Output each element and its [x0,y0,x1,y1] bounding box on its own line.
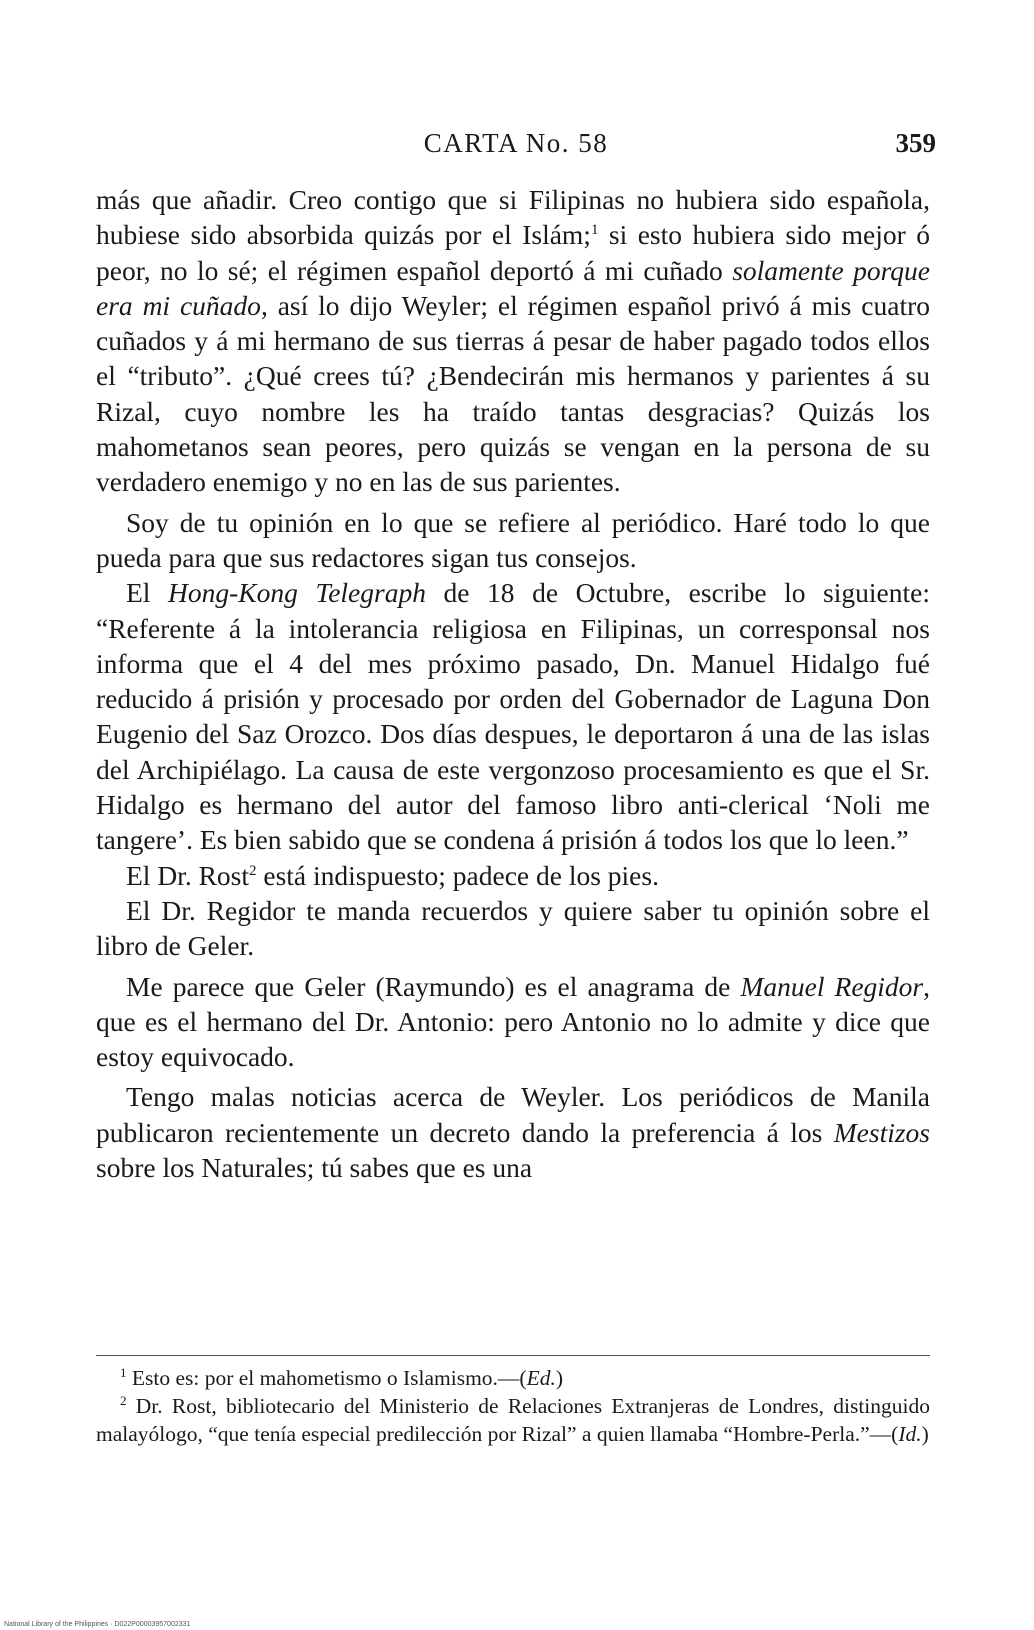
page-number: 359 [895,128,936,158]
paragraph-2: Soy de tu opinión en lo que se refiere al periódico. Haré todo lo que pueda para que sus redactores sigan tus consejos. [96,506,930,573]
paragraph-3: El Hong-Kong Telegraph de 18 de Octubre, escribe lo siguiente: “Referente á la intolerancia religiosa en Filipinas, un corresponsal nos informa que el 4 del mes próximo pasado, Dn. Manuel Hidalgo fué reducido á prisión y procesado por orden del Gobernador de Laguna Don Eugenio del Saz Orozco. Dos días despues, le deportaron á una de las islas del Archipiélago. La causa de este vergonzoso procesamiento es que el Sr. Hidalgo es hermano del autor del famoso libro anti-clerical ‘Noli me tangere’. Es bien sabido que se condena á prisión á todos los que lo leen.” [96,577,930,856]
footnotes [96,1364,930,1448]
paragraph-5: El Dr. Regidor te manda recuerdos y quiere saber tu opinión sobre el libro de Geler. [96,894,930,962]
paragraph-7: Tengo malas noticias acerca de Weyler. Los periódicos de Manila publicaron recientemente un decreto dando la preferencia á los Mestizos sobre los Naturales; tú sabes que es una [96,1081,930,1184]
footnote-divider [96,1355,930,1356]
footnote-1: $^1$ Esto es: por el mahometismo o Islamismo.—(Ed.) [120,1364,564,1390]
paragraph-1: más que añadir. Creo contigo que si Filipinas no hubiera sido española, hubiese sido absorbida quizás por el Islám;$^1$ si esto hubiera sido mejor ó peor, no lo sé; el régimen español deportó á mi cuñado solamente porque era mi cuñado, así lo dijo Weyler; el régimen español privó á mis cuatro cuñados y á mi hermano de sus tierras á pesar de haber pagado todos ellos el “tributo”. ¿Qué crees tú? ¿Bendecirán mis hermanos y parientes á su Rizal, cuyo nombre les ha traído tantas desgracias? Quizás los mahometanos sean peores, pero quizás se vengan en la persona de su verdadero enemigo y no en las de sus parientes. [96,184,930,498]
emphasis: Manuel Regidor [740,970,924,1002]
footnote-ref-1: 1 [590,222,599,239]
body-text [96,182,930,1185]
paragraph-4: El Dr. Rost$^2$ está indispuesto; padece de los pies. [126,859,659,891]
footnote-ref-2: 2 [249,862,257,879]
emphasis: Mestizos [833,1116,930,1148]
emphasis: solamente porque era mi cuñado [96,254,930,321]
paragraph-6: Me parece que Geler (Raymundo) es el anagrama de Manuel Regidor, que es el hermano del Dr. Antonio: pero Antonio no lo admite y dice que estoy equivocado. [96,970,931,1073]
footnote-2: $^2$ Dr. Rost, bibliotecario del Ministerio de Relaciones Extranjeras de Londres, distinguido malayólogo, “que tenía especial predilección por Rizal” a quien llamaba “Hombre-Perla.”—(Id.) [96,1392,930,1446]
newspaper-title: Hong-Kong Telegraph [168,577,426,609]
chapter-title: CARTA No. 58 [423,128,609,158]
running-header [96,128,936,168]
scan-imprint: National Library of the Philippines · D022P00003957002331 [4,1621,191,1628]
